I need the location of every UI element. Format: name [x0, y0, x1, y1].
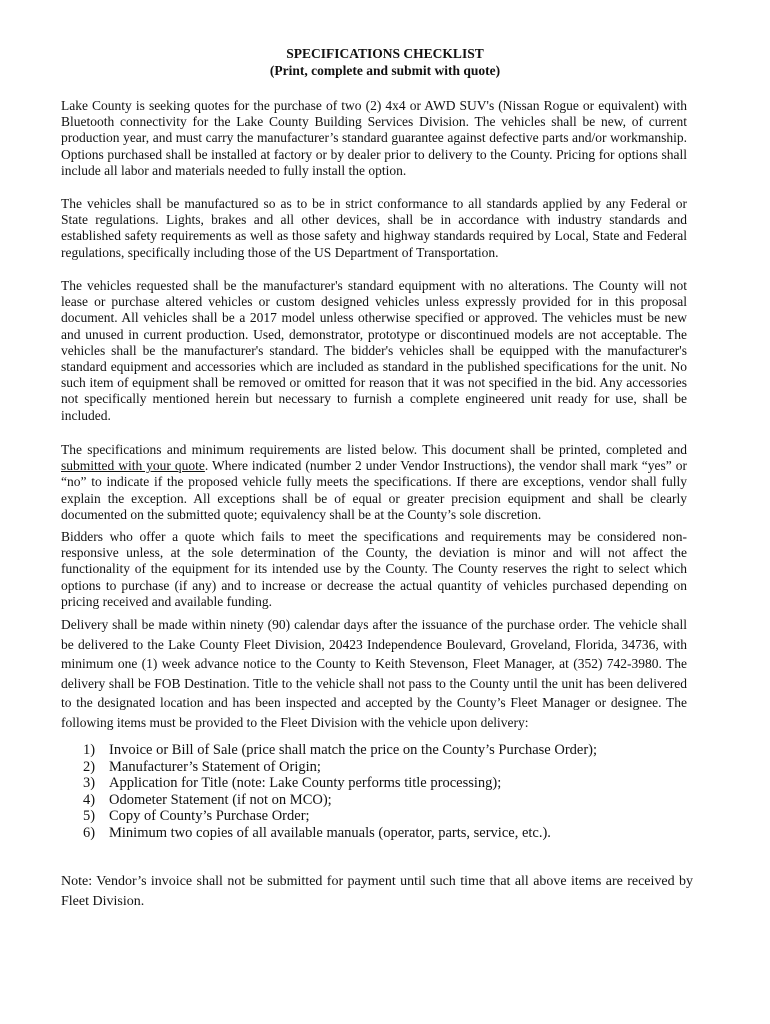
list-item-text: Odometer Statement (if not on MCO);: [109, 791, 332, 808]
list-item: [61, 759, 701, 776]
list-item: [61, 825, 701, 842]
delivery-items-list: [61, 742, 701, 841]
paragraph-intro: Lake County is seeking quotes for the purchase of two (2) 4x4 or AWD SUV's (Nissan Rogue or equivalent) with Bluetooth connectivity for the Lake County Building Services Division. The vehicles shall be new, of current production year, and must carry the manufacturer’s standard guarantee against defective parts and/or workmanship. Options purchased shall be installed at factory or by dealer prior to delivery to the County. Pricing for options shall include all labor and materials needed to fully install the option.: [61, 98, 687, 178]
paragraph-standards: The vehicles shall be manufactured so as to be in strict conformance to all standards applied by any Federal or State regulations. Lights, brakes and all other devices, shall be in accordance with industry standards and established safety requirements as well as those safety and highway standards required by Local, State and Federal regulations, specifically including those of the US Department of Transportation.: [61, 196, 687, 260]
page-subtitle: (Print, complete and submit with quote): [269, 63, 501, 78]
list-item-number: 1): [83, 742, 96, 758]
list-item-text: Invoice or Bill of Sale (price shall match the price on the County’s Purchase Order);: [109, 742, 598, 758]
page-title: SPECIFICATIONS CHECKLIST: [286, 46, 484, 61]
list-item-number: 4): [83, 791, 96, 808]
list-item-number: 3): [83, 775, 96, 791]
list-item: [61, 775, 701, 792]
vendor-invoice-note: Note: Vendor’s invoice shall not be submitted for payment until such time that all above items are received by Fleet Division.: [61, 874, 693, 909]
paragraph-specifications-part-a: The specifications and minimum requirements are listed below. This document shall be printed, completed and: [61, 442, 687, 457]
paragraph-specifications-part-b: . Where indicated (number 2 under Vendor Instructions), the vendor shall mark “yes” or “no” to indicate if the proposed vehicle fully meets the specifications. If there are exceptions, vendor shall fully explain the exception. All exceptions shall be of equal or greater precision equipment and shall be clearly documented on the submitted quote; equivalency shall be at the County’s sole discretion.: [61, 458, 687, 522]
list-item-text: Application for Title (note: Lake County performs title processing);: [109, 775, 502, 791]
submitted-with-quote-emphasis: submitted with your quote: [61, 458, 205, 474]
paragraph-delivery: Delivery shall be made within ninety (90) calendar days after the issuance of the purchase order. The vehicle shall be delivered to the Lake County Fleet Division, 20423 Independence Boulevard, Groveland, Florida, 34736, with minimum one (1) week advance notice to the County to Keith Stevenson, Fleet Manager, at (352) 742-3980. The delivery shall be FOB Destination. Title to the vehicle shall not pass to the County until the unit has been delivered to the designated location and has been inspected and accepted by the County’s Fleet Manager or designee. The following items must be provided to the Fleet Division with the vehicle upon delivery:: [61, 617, 687, 730]
list-item: [61, 808, 701, 825]
paragraph-bidders: Bidders who offer a quote which fails to meet the specifications and requirements may be considered non-responsive unless, at the sole determination of the County, the deviation is minor and will not affect the functionality of the equipment for its intended use by the County. The County reserves the right to select which options to purchase (if any) and to increase or decrease the actual quantity of vehicles purchased depending on pricing received and available funding.: [61, 529, 687, 609]
list-item-text: Minimum two copies of all available manuals (operator, parts, service, etc.).: [109, 824, 551, 841]
list-item-text: Manufacturer’s Statement of Origin;: [109, 758, 321, 775]
list-item-number: 6): [83, 824, 96, 841]
paragraph-equipment: The vehicles requested shall be the manufacturer's standard equipment with no alterations. The County will not lease or purchase altered vehicles or custom designed vehicles unless expressly provided for in this proposal document. All vehicles shall be a 2017 model unless otherwise specified or approved. The vehicles must be new and unused in current production. Used, demonstrator, prototype or discontinued models are not acceptable. The vehicles shall be the manufacturer's standard. The bidder's vehicles shall be equipped with the manufacturer's standard equipment and accessories which are included as standard in the published specifications for the unit. No such item of equipment shall be removed or omitted for reason that it was not specified in the bid. Any accessories not specifically mentioned herein but necessary to furnish a complete engineered unit ready for use, shall be included.: [61, 278, 687, 423]
list-item-number: 2): [83, 758, 96, 775]
list-item-number: 5): [83, 808, 96, 824]
list-item-text: Copy of County’s Purchase Order;: [109, 808, 310, 824]
paragraph-specifications: [61, 442, 687, 523]
list-item: [61, 792, 701, 809]
list-item: [61, 742, 701, 759]
